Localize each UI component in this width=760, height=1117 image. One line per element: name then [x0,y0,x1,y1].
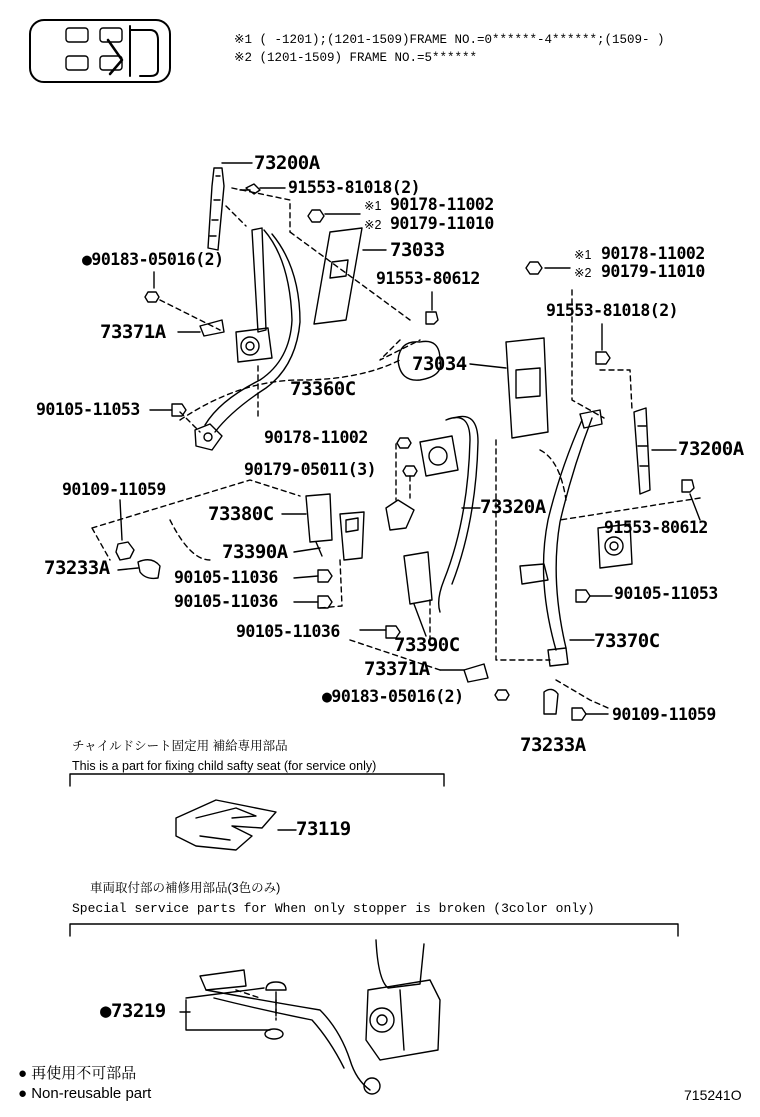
part-label-90183-05016-top: ●90183-05016(2) [82,250,224,269]
part-label-73219: ●73219 [100,1000,166,1022]
part-label-90178-11002-right: 90178-11002 [601,244,705,263]
part-label-73233A-left: 73233A [44,557,110,579]
figure-number: 715241O [684,1087,742,1103]
part-mark-1-top: ※1 [364,199,382,213]
part-label-73390C: 73390C [394,634,460,656]
part-label-73371A-top: 73371A [100,321,166,343]
part-label-91553-81018-right: 91553-81018(2) [546,301,679,320]
part-label-73200A-right: 73200A [678,438,744,460]
part-label-91553-80612-top: 91553-80612 [376,269,480,288]
part-label-73233A-right: 73233A [520,734,586,756]
part-label-90178-11002-top: 90178-11002 [390,195,494,214]
part-label-73320A: 73320A [480,496,546,518]
part-label-73033: 73033 [390,239,445,261]
part-label-73360C: 73360C [290,378,356,400]
part-label-73200A-top: 73200A [254,152,320,174]
header-note-1: ※1 ( -1201);(1201-1509)FRAME NO.=0******-4******;(1509- ) [234,33,665,47]
legend-jp: ● 再使用不可部品 [18,1065,137,1082]
left-buckles [282,494,364,608]
part-label-90105-11036-a: 90105-11036 [174,568,278,587]
part-label-91553-80612-right: 91553-80612 [604,518,708,537]
part-label-73034: 73034 [412,353,467,375]
part-label-90105-11036-b: 90105-11036 [174,592,278,611]
child-seat-section [70,774,444,850]
child-seat-note-en: This is a part for fixing child safty seat (for service only) [72,759,377,773]
part-label-90179-05011: 90179-05011(3) [244,460,377,479]
child-seat-note-jp: チャイルドシート固定用 補給専用部品 [72,739,288,753]
part-label-73380C: 73380C [208,503,274,525]
part-label-90183-05016-bottom: ●90183-05016(2) [322,687,464,706]
special-note-jp: 車両取付部の補修用部品(3色のみ) [90,881,281,895]
left-belt-assembly [145,163,360,450]
part-label-73371A-bottom: 73371A [364,658,430,680]
part-mark-1-right: ※1 [574,248,592,262]
part-label-73390A: 73390A [222,541,288,563]
vehicle-seat-icon [30,20,170,82]
part-label-90105-11036-c: 90105-11036 [236,622,340,641]
part-mark-2-top: ※2 [364,218,382,232]
part-mark-2-right: ※2 [574,266,592,280]
part-label-73370C: 73370C [594,630,660,652]
part-label-73119: 73119 [296,818,351,840]
screw-91553-80612-top [426,292,438,324]
special-note-en: Special service parts for When only stopper is broken (3color only) [72,901,595,916]
part-label-90179-11010-right: 90179-11010 [601,262,705,281]
part-label-90179-11010-top: 90179-11010 [390,214,494,233]
part-label-90109-11059-left: 90109-11059 [62,480,166,499]
legend-en: ● Non-reusable part [18,1085,152,1102]
part-label-90105-11053-left: 90105-11053 [36,400,140,419]
part-label-90178-11002-mid: 90178-11002 [264,428,368,447]
part-label-91553-81018-top: 91553-81018(2) [288,178,421,197]
header-note-2: ※2 (1201-1509) FRAME NO.=5****** [234,51,478,65]
part-label-90109-11059-right: 90109-11059 [612,705,716,724]
part-label-90105-11053-right: 90105-11053 [614,584,718,603]
